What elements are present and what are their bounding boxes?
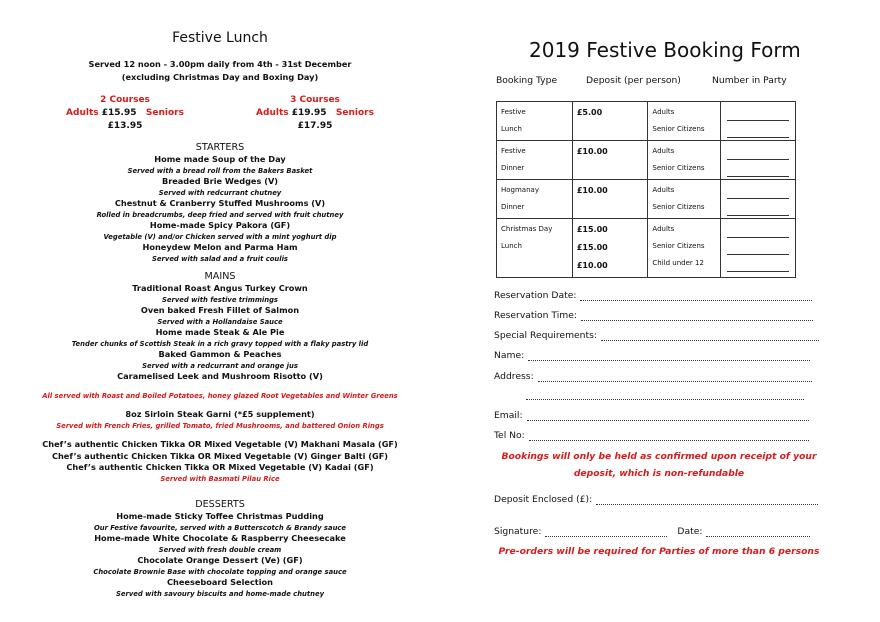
form-title: 2019 Festive Booking Form <box>529 38 801 62</box>
party-cell <box>648 102 721 141</box>
served-exclusions: (excluding Christmas Day and Boxing Day) <box>121 72 319 82</box>
deposit-enclosed-field[interactable] <box>494 494 818 505</box>
note-line: deposit, which is non-refundable <box>573 468 745 479</box>
count-line[interactable] <box>727 164 789 177</box>
menu-item: Home-made Sticky Toffee Christmas Pudding <box>116 511 324 521</box>
menu-panel <box>14 30 426 599</box>
count-line[interactable] <box>727 147 789 160</box>
adults-label: Adults <box>256 108 289 118</box>
menu-item: Home-made Spicy Pakora (GF) <box>149 220 291 230</box>
type-line: Dinner <box>501 164 525 172</box>
field-label: Special Requirements: <box>494 330 597 341</box>
type-line: Dinner <box>501 203 525 211</box>
deposit-amount: £5.00 <box>576 108 603 117</box>
menu-item-desc: Chocolate Brownie Base with chocolate topping and orange sauce <box>93 567 347 576</box>
type-line: Christmas Day <box>501 225 553 233</box>
party-cell <box>648 180 721 219</box>
field-label: Address: <box>494 371 534 382</box>
party-count-cell[interactable] <box>721 102 796 141</box>
deposit-cell <box>572 219 648 278</box>
party-label: Senior Citizens <box>652 125 705 133</box>
booking-type-cell <box>497 141 573 180</box>
curry-item: Chef’s authentic Chicken Tikka OR Mixed Vegetable (V) Ginger Balti (GF) <box>51 450 389 461</box>
party-label: Adults <box>652 108 675 116</box>
count-line[interactable] <box>727 203 789 216</box>
party-cell <box>648 141 721 180</box>
type-line: Lunch <box>501 242 522 250</box>
menu-item-desc: Served with redcurrant chutney <box>158 188 282 197</box>
mains-heading: MAINS <box>204 271 236 282</box>
deposit-cell <box>572 180 648 219</box>
fill-line[interactable] <box>527 411 809 421</box>
type-line: Lunch <box>501 125 522 133</box>
deposit-amount: £10.00 <box>576 147 608 156</box>
deposit-amount: £15.00 <box>576 225 608 234</box>
field-label: Signature: <box>494 526 542 537</box>
adults-price: £19.95 <box>291 108 327 118</box>
menu-item-desc: Served with festive trimmings <box>162 295 278 304</box>
menu-item-desc: Served with a redcurrant and orange jus <box>142 361 298 370</box>
party-label: Senior Citizens <box>652 242 705 250</box>
party-count-cell[interactable] <box>721 141 796 180</box>
signature-field[interactable] <box>494 526 810 537</box>
sirloin-note: Served with French Fries, grilled Tomato, fried Mushrooms, and battered Onion Rings <box>56 421 384 430</box>
party-label: Adults <box>652 225 675 233</box>
fill-line[interactable] <box>545 527 667 537</box>
booking-table <box>496 101 796 278</box>
deposit-policy-note <box>494 451 824 479</box>
menu-item: Chocolate Orange Dessert (Ve) (GF) <box>137 555 303 565</box>
date-label: Date: <box>677 526 703 537</box>
party-count-cell[interactable] <box>721 219 796 278</box>
mains-accompaniment-note: All served with Roast and Boiled Potatoes, honey glazed Root Vegetables and Winter Greens <box>42 391 398 400</box>
count-line[interactable] <box>727 225 789 238</box>
menu-item-desc: Rolled in breadcrumbs, deep fried and served with fruit chutney <box>96 210 344 219</box>
seniors-label: Seniors <box>145 108 184 118</box>
menu-item: Chestnut & Cranberry Stuffed Mushrooms (V) <box>114 198 326 208</box>
fill-line[interactable] <box>538 372 812 382</box>
reservation-time-field[interactable] <box>494 310 813 321</box>
address-line-2[interactable] <box>526 390 804 400</box>
field-label: Reservation Time: <box>494 310 578 321</box>
menu-item-desc: Served with salad and a fruit coulis <box>152 254 288 263</box>
deposit-cell <box>572 141 648 180</box>
menu-item-desc: Served with fresh double cream <box>158 545 282 554</box>
party-label: Child under 12 <box>652 259 704 267</box>
menu-item: Home made Soup of the Day <box>154 154 286 164</box>
adults-label: Adults <box>66 108 99 118</box>
seniors-price: £17.95 <box>297 121 333 131</box>
deposit-cell <box>572 102 648 141</box>
party-label: Adults <box>652 186 675 194</box>
address-field[interactable] <box>494 371 812 382</box>
count-line[interactable] <box>727 186 789 199</box>
table-row <box>497 180 796 219</box>
menu-title: Festive Lunch <box>172 30 268 46</box>
two-course-price <box>50 94 200 133</box>
menu-item: Traditional Roast Angus Turkey Crown <box>132 283 308 293</box>
field-label: Deposit Enclosed (£): <box>494 494 593 505</box>
menu-item: Baked Gammon & Peaches <box>158 349 282 359</box>
curry-item: Chef’s authentic Chicken Tikka OR Mixed Vegetable (V) Makhani Masala (GF) <box>42 439 398 449</box>
booking-type-cell <box>497 219 573 278</box>
menu-item: Breaded Brie Wedges (V) <box>161 176 279 186</box>
type-line: Hogmanay <box>501 186 539 194</box>
table-row <box>497 141 796 180</box>
header-booking-type: Booking Type <box>496 75 558 86</box>
menu-item-desc: Vegetable (V) and/or Chicken served with a mint yoghurt dip <box>103 232 337 241</box>
desserts-heading: DESSERTS <box>195 499 245 510</box>
menu-item-desc: Served with savoury biscuits and home-made chutney <box>115 589 325 598</box>
fill-line[interactable] <box>581 311 813 321</box>
fill-line[interactable] <box>580 291 812 301</box>
served-hours: Served 12 noon - 3.00pm daily from 4th - 31st December <box>88 59 352 69</box>
menu-item-desc: Served with a bread roll from the Bakers Basket <box>127 166 313 175</box>
booking-type-cell <box>497 180 573 219</box>
course-name: 3 Courses <box>290 95 340 105</box>
table-row <box>497 102 796 141</box>
curry-item: Chef’s authentic Chicken Tikka OR Mixed Vegetable (V) Kadai (GF) <box>66 462 374 472</box>
party-count-cell[interactable] <box>721 180 796 219</box>
note-line: Bookings will only be held as confirmed upon receipt of your <box>501 451 817 462</box>
seniors-label: Seniors <box>335 108 374 118</box>
fill-line[interactable] <box>526 390 804 400</box>
count-line[interactable] <box>727 108 789 121</box>
count-line[interactable] <box>727 242 789 255</box>
special-requirements-field[interactable] <box>494 330 819 341</box>
field-label: Reservation Date: <box>494 290 577 301</box>
sirloin-item: 8oz Sirloin Steak Garni (*£5 supplement) <box>125 409 315 419</box>
preorder-note: Pre-orders will be required for Parties of more than 6 persons <box>498 546 820 557</box>
name-field[interactable] <box>494 350 810 361</box>
fill-line[interactable] <box>601 331 819 341</box>
type-line: Festive <box>501 108 526 116</box>
email-field[interactable] <box>494 410 809 421</box>
header-deposit: Deposit (per person) <box>586 75 681 86</box>
deposit-amount: £10.00 <box>576 261 608 270</box>
party-label: Adults <box>652 147 675 155</box>
menu-item: Home-made White Chocolate & Raspberry Cheesecake <box>94 533 346 543</box>
table-row <box>497 219 796 278</box>
party-cell <box>648 219 721 278</box>
menu-item-desc: Served with a Hollandaise Sauce <box>157 317 283 326</box>
fill-line[interactable] <box>596 495 818 505</box>
menu-item-desc: Tender chunks of Scottish Steak in a rich gravy topped with a flaky pastry lid <box>71 339 369 348</box>
tel-field[interactable] <box>494 430 809 441</box>
menu-item: Honeydew Melon and Parma Ham <box>142 242 298 252</box>
seniors-price: £13.95 <box>107 121 143 131</box>
date-fill-line[interactable] <box>706 527 810 537</box>
starters-heading: STARTERS <box>195 142 245 153</box>
menu-item-desc: Our Festive favourite, served with a Butterscotch & Brandy sauce <box>93 523 347 532</box>
fill-line[interactable] <box>528 351 810 361</box>
field-label: Email: <box>494 410 523 421</box>
menu-item: Caramelised Leek and Mushroom Risotto (V) <box>117 371 323 381</box>
field-label: Name: <box>494 350 525 361</box>
deposit-amount: £15.00 <box>576 243 608 252</box>
curry-note: Served with Basmati Pilau Rice <box>160 474 280 483</box>
header-party: Number in Party <box>712 75 787 86</box>
menu-item: Home made Steak & Ale Pie <box>155 327 285 337</box>
booking-type-cell <box>497 102 573 141</box>
party-label: Senior Citizens <box>652 203 705 211</box>
menu-item: Cheeseboard Selection <box>167 577 273 587</box>
reservation-date-field[interactable] <box>494 290 812 301</box>
field-label: Tel No: <box>494 430 525 441</box>
course-prices <box>14 94 426 133</box>
fill-line[interactable] <box>529 431 809 441</box>
menu-item: Oven baked Fresh Fillet of Salmon <box>140 305 300 315</box>
count-line[interactable] <box>727 125 789 138</box>
deposit-amount: £10.00 <box>576 186 608 195</box>
adults-price: £15.95 <box>101 108 137 118</box>
three-course-price <box>240 94 390 133</box>
course-name: 2 Courses <box>100 95 150 105</box>
type-line: Festive <box>501 147 526 155</box>
party-label: Senior Citizens <box>652 164 705 172</box>
count-line[interactable] <box>727 259 789 272</box>
